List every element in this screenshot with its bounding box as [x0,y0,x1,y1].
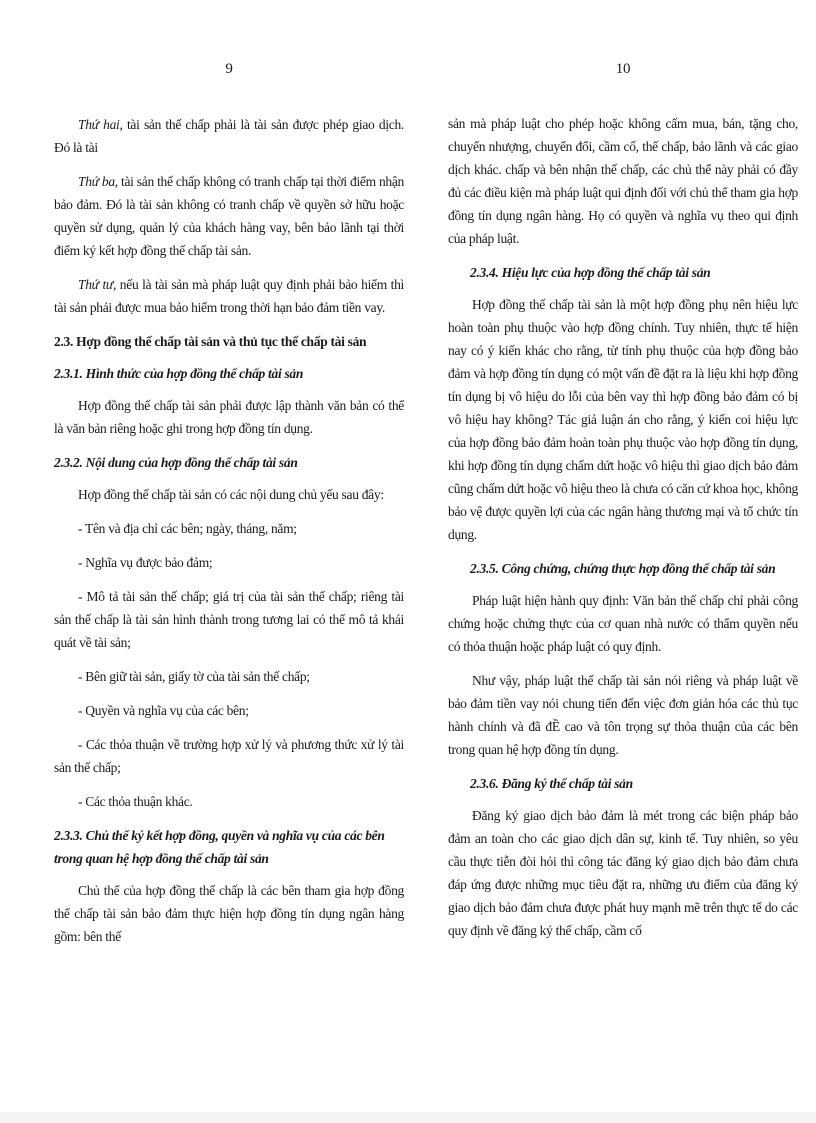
subsection-heading: 2.3.6. Đăng ký thế chấp tài sản [470,776,633,791]
page-body [448,112,798,953]
list-item: - Mô tả tài sản thế chấp; giá trị của tài sản thế chấp; riêng tài sản thế chấp là tài sản hình thành trong tương lai có thể mô tả khái quát về tài sản; [54,589,404,650]
paragraph: Chủ thể của hợp đồng thế chấp là các bên tham gia hợp đồng thế chấp tài sản bảo đảm thực hiện hợp đồng tín dụng ngân hàng gồm: bên thế [54,883,404,944]
paragraph-text: tài sản thế chấp phải là tài sản được phép giao dịch. Đó là tài [54,117,404,155]
section-heading: 2.3. Hợp đồng thế chấp tài sản và thủ tục thế chấp tài sản [54,334,367,349]
paragraph-lead: Thứ hai, [78,117,123,132]
subsection-heading: 2.3.2. Nội dung của hợp đồng thế chấp tài sản [54,455,298,470]
list-item: - Các thỏa thuận khác. [78,794,193,809]
paragraph: sản mà pháp luật cho phép hoặc không cấm mua, bán, tặng cho, chuyển nhượng, chuyển đổi, cầm cố, thế chấp, bảo lãnh và các giao dịch khác. chấp và bên nhận thế chấp, các chủ thể này phải có đầy đủ các điều kiện mà pháp luật qui định đối với chủ thể tham gia hợp đồng tín dụng ngân hàng. Họ có quyền và nghĩa vụ theo qui định của pháp luật. [448,116,798,246]
paragraph: Hợp đồng thế chấp tài sản có các nội dung chủ yếu sau đây: [78,487,384,502]
paragraph [54,273,404,319]
subsection-heading: 2.3.5. Công chứng, chứng thực hợp đồng thế chấp tài sản [470,561,776,576]
list-item: - Các thỏa thuận về trường hợp xử lý và phương thức xử lý tài sản thế chấp; [54,737,404,775]
paragraph [54,170,404,262]
list-item: - Bên giữ tài sản, giấy tờ của tài sản thế chấp; [78,669,310,684]
paragraph: Như vậy, pháp luật thế chấp tài sản nói riêng và pháp luật về bảo đảm tiền vay nói chung tiến đến việc đơn giản hóa các thủ tục hành chính và đã đỀ cao và tôn trọng sự thỏa thuận của các bên trong quan hệ hợp đồng tín dụng. [448,673,798,757]
paragraph [54,113,404,159]
paragraph: Hợp đồng thế chấp tài sản là một hợp đồng phụ nên hiệu lực hoàn toàn phụ thuộc vào hợp đồng chính. Tuy nhiên, thực tế hiện nay có ý kiến khác cho rằng, từ tính phụ thuộc của hợp đồng bảo đảm và hợp đồng tín dụng có một vấn đề đặt ra là liệu khi hợp đồng tín dụng bị vô hiệu do lỗi của bên vay thì hợp đồng bảo đảm có bị vô hiệu hay không? Tác giả luận án cho rằng, ý kiến coi hiệu lực của hợp đồng bảo đảm hoàn toàn phụ thuộc vào hợp đồng tín dụng, khi hợp đồng tín dụng chấm dứt hoặc vô hiệu thì giao dịch bảo đảm cũng chấm dứt hoặc vô hiệu theo là chưa có căn cứ khoa học, không bảo vệ được quyền lợi của các ngân hàng thương mại và tổ chức tín dụng. [448,297,798,542]
left-page [54,0,404,1123]
paragraph: Hợp đồng thế chấp tài sản phải được lập thành văn bản có thể là văn bản riêng hoặc ghi trong hợp đồng tín dụng. [54,398,404,436]
paragraph-lead: Thứ ba, [78,174,118,189]
list-item: - Nghĩa vụ được bảo đảm; [78,555,213,570]
page-number: 10 [615,61,631,77]
paragraph-lead: Thứ tư, [78,277,117,292]
subsection-heading: 2.3.3. Chủ thể ký kết hợp đồng, quyền và nghĩa vụ của các bên trong quan hệ hợp đồng thế chấp tài sản [54,828,385,866]
subsection-heading: 2.3.1. Hình thức của hợp đồng thế chấp tài sản [54,366,304,381]
paragraph-text: tài sản thế chấp không có tranh chấp tại thời điểm nhận bảo đảm. Đó là tài sản không có tranh chấp về quyền sở hữu hoặc quyền sử dụng, quản lý của khách hàng vay, bên bảo lãnh tại thời điểm ký kết hợp đồng thế chấp tài sản. [54,174,404,258]
paragraph-text: nếu là tài sản mà pháp luật quy định phải bảo hiểm thì tài sản phải được mua bảo hiểm trong thời hạn bảo đảm tiền vay. [54,277,405,315]
paragraph: Đăng ký giao dịch bảo đảm là mét trong các biện pháp bảo đảm an toàn cho các giao dịch dân sự, kinh tế. Tuy nhiên, so yêu cầu thực tiễn đòi hỏi thì công tác đăng ký giao dịch bảo đảm chưa đáp ứng được những mục tiêu đặt ra, những ưu điểm của đăng ký giao dịch bảo đảm chưa được phát huy mạnh mẽ trên thực tế do các quy định về đăng ký thế chấp, cầm cố [448,808,798,938]
right-page [448,0,798,1123]
paragraph: Pháp luật hiện hành quy định: Văn bản thế chấp chỉ phải công chứng hoặc chứng thực của cơ quan nhà nước có thẩm quyền nếu có thỏa thuận hoặc pháp luật có quy định. [448,593,798,654]
page-footer-band [0,1112,816,1123]
page-number: 9 [225,61,233,77]
list-item: - Tên và địa chỉ các bên; ngày, tháng, năm; [78,521,297,536]
page-body [54,113,404,959]
subsection-heading: 2.3.4. Hiệu lực của hợp đồng thế chấp tài sản [470,265,711,280]
list-item: - Quyền và nghĩa vụ của các bên; [78,703,249,718]
